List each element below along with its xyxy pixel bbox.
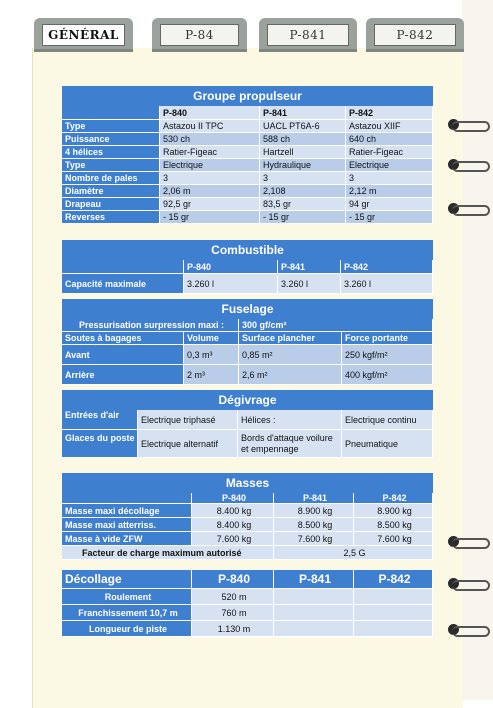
binder-ring-icon	[448, 535, 490, 549]
cell-value	[274, 589, 354, 605]
col-header: P-841	[278, 260, 341, 274]
tab-p842[interactable]	[366, 18, 464, 52]
cell-value: 0,3 m³	[184, 345, 239, 365]
col-header: Surface plancher	[239, 332, 342, 345]
tab-general[interactable]	[34, 18, 133, 52]
cell-value: 2 m³	[184, 365, 239, 385]
cell-value: 8.500 kg	[274, 518, 354, 532]
tab-p84[interactable]	[152, 18, 247, 52]
propulseur-title: Groupe propulseur	[62, 86, 433, 106]
masses-panel	[62, 473, 433, 560]
cell-value: Electrique	[160, 159, 260, 172]
cell-value: 83,5 gr	[260, 198, 346, 211]
cell-value: Electrique triphasé	[138, 410, 238, 430]
table-row	[62, 532, 433, 546]
col-header: P-840	[192, 570, 274, 589]
tab-general-label: GÉNÉRAL	[42, 24, 125, 46]
row-label: Avant	[62, 345, 184, 365]
cell-value: Hélices :	[238, 410, 342, 430]
cell-value: Electrique	[346, 159, 433, 172]
row-label: Glaces du poste	[62, 430, 138, 458]
row-label: Franchissement 10,7 m	[62, 605, 192, 621]
cell-value: Pneumatique	[342, 430, 433, 458]
cell-value: 400 kgf/m²	[342, 365, 433, 385]
row-label: Longueur de piste	[62, 621, 192, 637]
combustible-panel	[62, 240, 433, 294]
col-header: Volume	[184, 332, 239, 345]
cell-value: 7.600 kg	[354, 532, 433, 546]
cell-value: 3	[346, 172, 433, 185]
cell-value: 7.600 kg	[274, 532, 354, 546]
cell-value: 2,06 m	[160, 185, 260, 198]
cell-value: 8.900 kg	[354, 504, 433, 518]
tab-p842-label: P-842	[374, 24, 456, 46]
cell-value: 2,12 m	[346, 185, 433, 198]
col-header: P-842	[354, 570, 433, 589]
combustible-title: Combustible	[62, 240, 433, 260]
row-label: Nombre de pales	[62, 172, 160, 185]
fuselage-title: Fuselage	[62, 299, 433, 319]
masses-title: Masses	[62, 473, 433, 493]
cell-value: Astazou XIIF	[346, 120, 433, 133]
cell-value: Ratier-Figeac	[346, 146, 433, 159]
col-header: P-842	[346, 106, 433, 120]
soutes-label: Soutes à bagages	[62, 332, 184, 345]
cell-value	[354, 605, 433, 621]
row-label: Arrière	[62, 365, 184, 385]
col-header: Force portante	[342, 332, 433, 345]
cell-value: 3.260 l	[341, 274, 433, 294]
col-header: P-841	[274, 493, 354, 504]
table-row	[62, 120, 433, 133]
cell-value: 8.400 kg	[192, 504, 274, 518]
col-header: P-841	[260, 106, 346, 120]
cell-value: Hartzell	[260, 146, 346, 159]
tab-p841-label: P-841	[267, 24, 349, 46]
cell-value: 2,6 m²	[239, 365, 342, 385]
pressurisation-value: 300 gf/cm²	[239, 319, 433, 332]
cell-value: 8.900 kg	[274, 504, 354, 518]
propulseur-panel	[62, 86, 433, 224]
cell-value: - 15 gr	[346, 211, 433, 224]
row-label: Diamètre	[62, 185, 160, 198]
cell-value: Ratier-Figeac	[160, 146, 260, 159]
table-row	[62, 211, 433, 224]
cell-value	[354, 589, 433, 605]
cell-value: 0,85 m²	[239, 345, 342, 365]
binder-ring-icon	[448, 202, 490, 216]
cell-value: 3.260 l	[278, 274, 341, 294]
cell-value: 3	[160, 172, 260, 185]
cell-value: - 15 gr	[260, 211, 346, 224]
cell-value: 3.260 l	[184, 274, 278, 294]
cell-value: Electrique continu	[342, 410, 433, 430]
cell-value: Astazou II TPC	[160, 120, 260, 133]
cell-value: Bords d'attaque voilure et empennage	[238, 430, 342, 458]
cell-value: Electrique alternatif	[138, 430, 238, 458]
cell-value: 2,108	[260, 185, 346, 198]
table-row	[62, 198, 433, 211]
row-label: Capacité maximale	[62, 274, 184, 294]
cell-value: 1.130 m	[192, 621, 274, 637]
cell-value: 640 ch	[346, 133, 433, 146]
row-label: Roulement	[62, 589, 192, 605]
table-row	[62, 159, 433, 172]
row-label: Masse maxi atterriss.	[62, 518, 192, 532]
pressurisation-label: Pressurisation surpression maxi :	[62, 319, 239, 332]
cell-value: UACL PT6A-6	[260, 120, 346, 133]
cell-value: 760 m	[192, 605, 274, 621]
cell-value: 7.600 kg	[192, 532, 274, 546]
fuselage-panel	[62, 299, 433, 385]
page-margin	[462, 0, 493, 700]
row-label: Type	[62, 159, 160, 172]
col-header: P-840	[192, 493, 274, 504]
cell-value: 520 m	[192, 589, 274, 605]
corner-cell	[62, 106, 160, 120]
row-label: Type	[62, 120, 160, 133]
col-header: P-842	[341, 260, 433, 274]
table-row	[62, 605, 433, 621]
cell-value	[354, 621, 433, 637]
cell-value: 250 kgf/m²	[342, 345, 433, 365]
binder-ring-icon	[448, 158, 490, 172]
cell-value	[274, 621, 354, 637]
cell-value: Hydraulique	[260, 159, 346, 172]
decollage-title: Décollage	[62, 570, 192, 589]
cell-value: 588 ch	[260, 133, 346, 146]
cell-value: 8.500 kg	[354, 518, 433, 532]
table-row	[62, 133, 433, 146]
col-header: P-842	[354, 493, 433, 504]
col-header: P-840	[160, 106, 260, 120]
cell-value: 3	[260, 172, 346, 185]
row-label: Masse à vide ZFW	[62, 532, 192, 546]
binder-ring-icon	[448, 577, 490, 591]
row-label: Drapeau	[62, 198, 160, 211]
facteur-value: 2,5 G	[274, 546, 433, 560]
table-row	[62, 518, 433, 532]
table-row	[62, 589, 433, 605]
row-label: Masse maxi décollage	[62, 504, 192, 518]
degivrage-title: Dégivrage	[62, 390, 433, 410]
tab-p84-label: P-84	[160, 24, 239, 46]
binder-ring-icon	[448, 623, 490, 637]
row-label: Entrées d'air	[62, 410, 138, 430]
row-label: 4 hélices	[62, 146, 160, 159]
decollage-panel	[62, 570, 433, 637]
cell-value: 530 ch	[160, 133, 260, 146]
col-header: P-841	[274, 570, 354, 589]
cell-value: 8.400 kg	[192, 518, 274, 532]
tab-p841[interactable]	[259, 18, 357, 52]
degivrage-panel	[62, 390, 433, 458]
corner-cell	[62, 493, 192, 504]
table-row	[62, 146, 433, 159]
table-row	[62, 172, 433, 185]
table-row	[62, 621, 433, 637]
cell-value: - 15 gr	[160, 211, 260, 224]
row-label: Reverses	[62, 211, 160, 224]
cell-value: 92,5 gr	[160, 198, 260, 211]
binder-ring-icon	[448, 118, 490, 132]
row-label: Puissance	[62, 133, 160, 146]
cell-value	[274, 605, 354, 621]
table-row	[62, 504, 433, 518]
corner-cell	[62, 260, 184, 274]
table-row	[62, 185, 433, 198]
cell-value: 94 gr	[346, 198, 433, 211]
facteur-label: Facteur de charge maximum autorisé	[62, 546, 274, 560]
col-header: P-840	[184, 260, 278, 274]
